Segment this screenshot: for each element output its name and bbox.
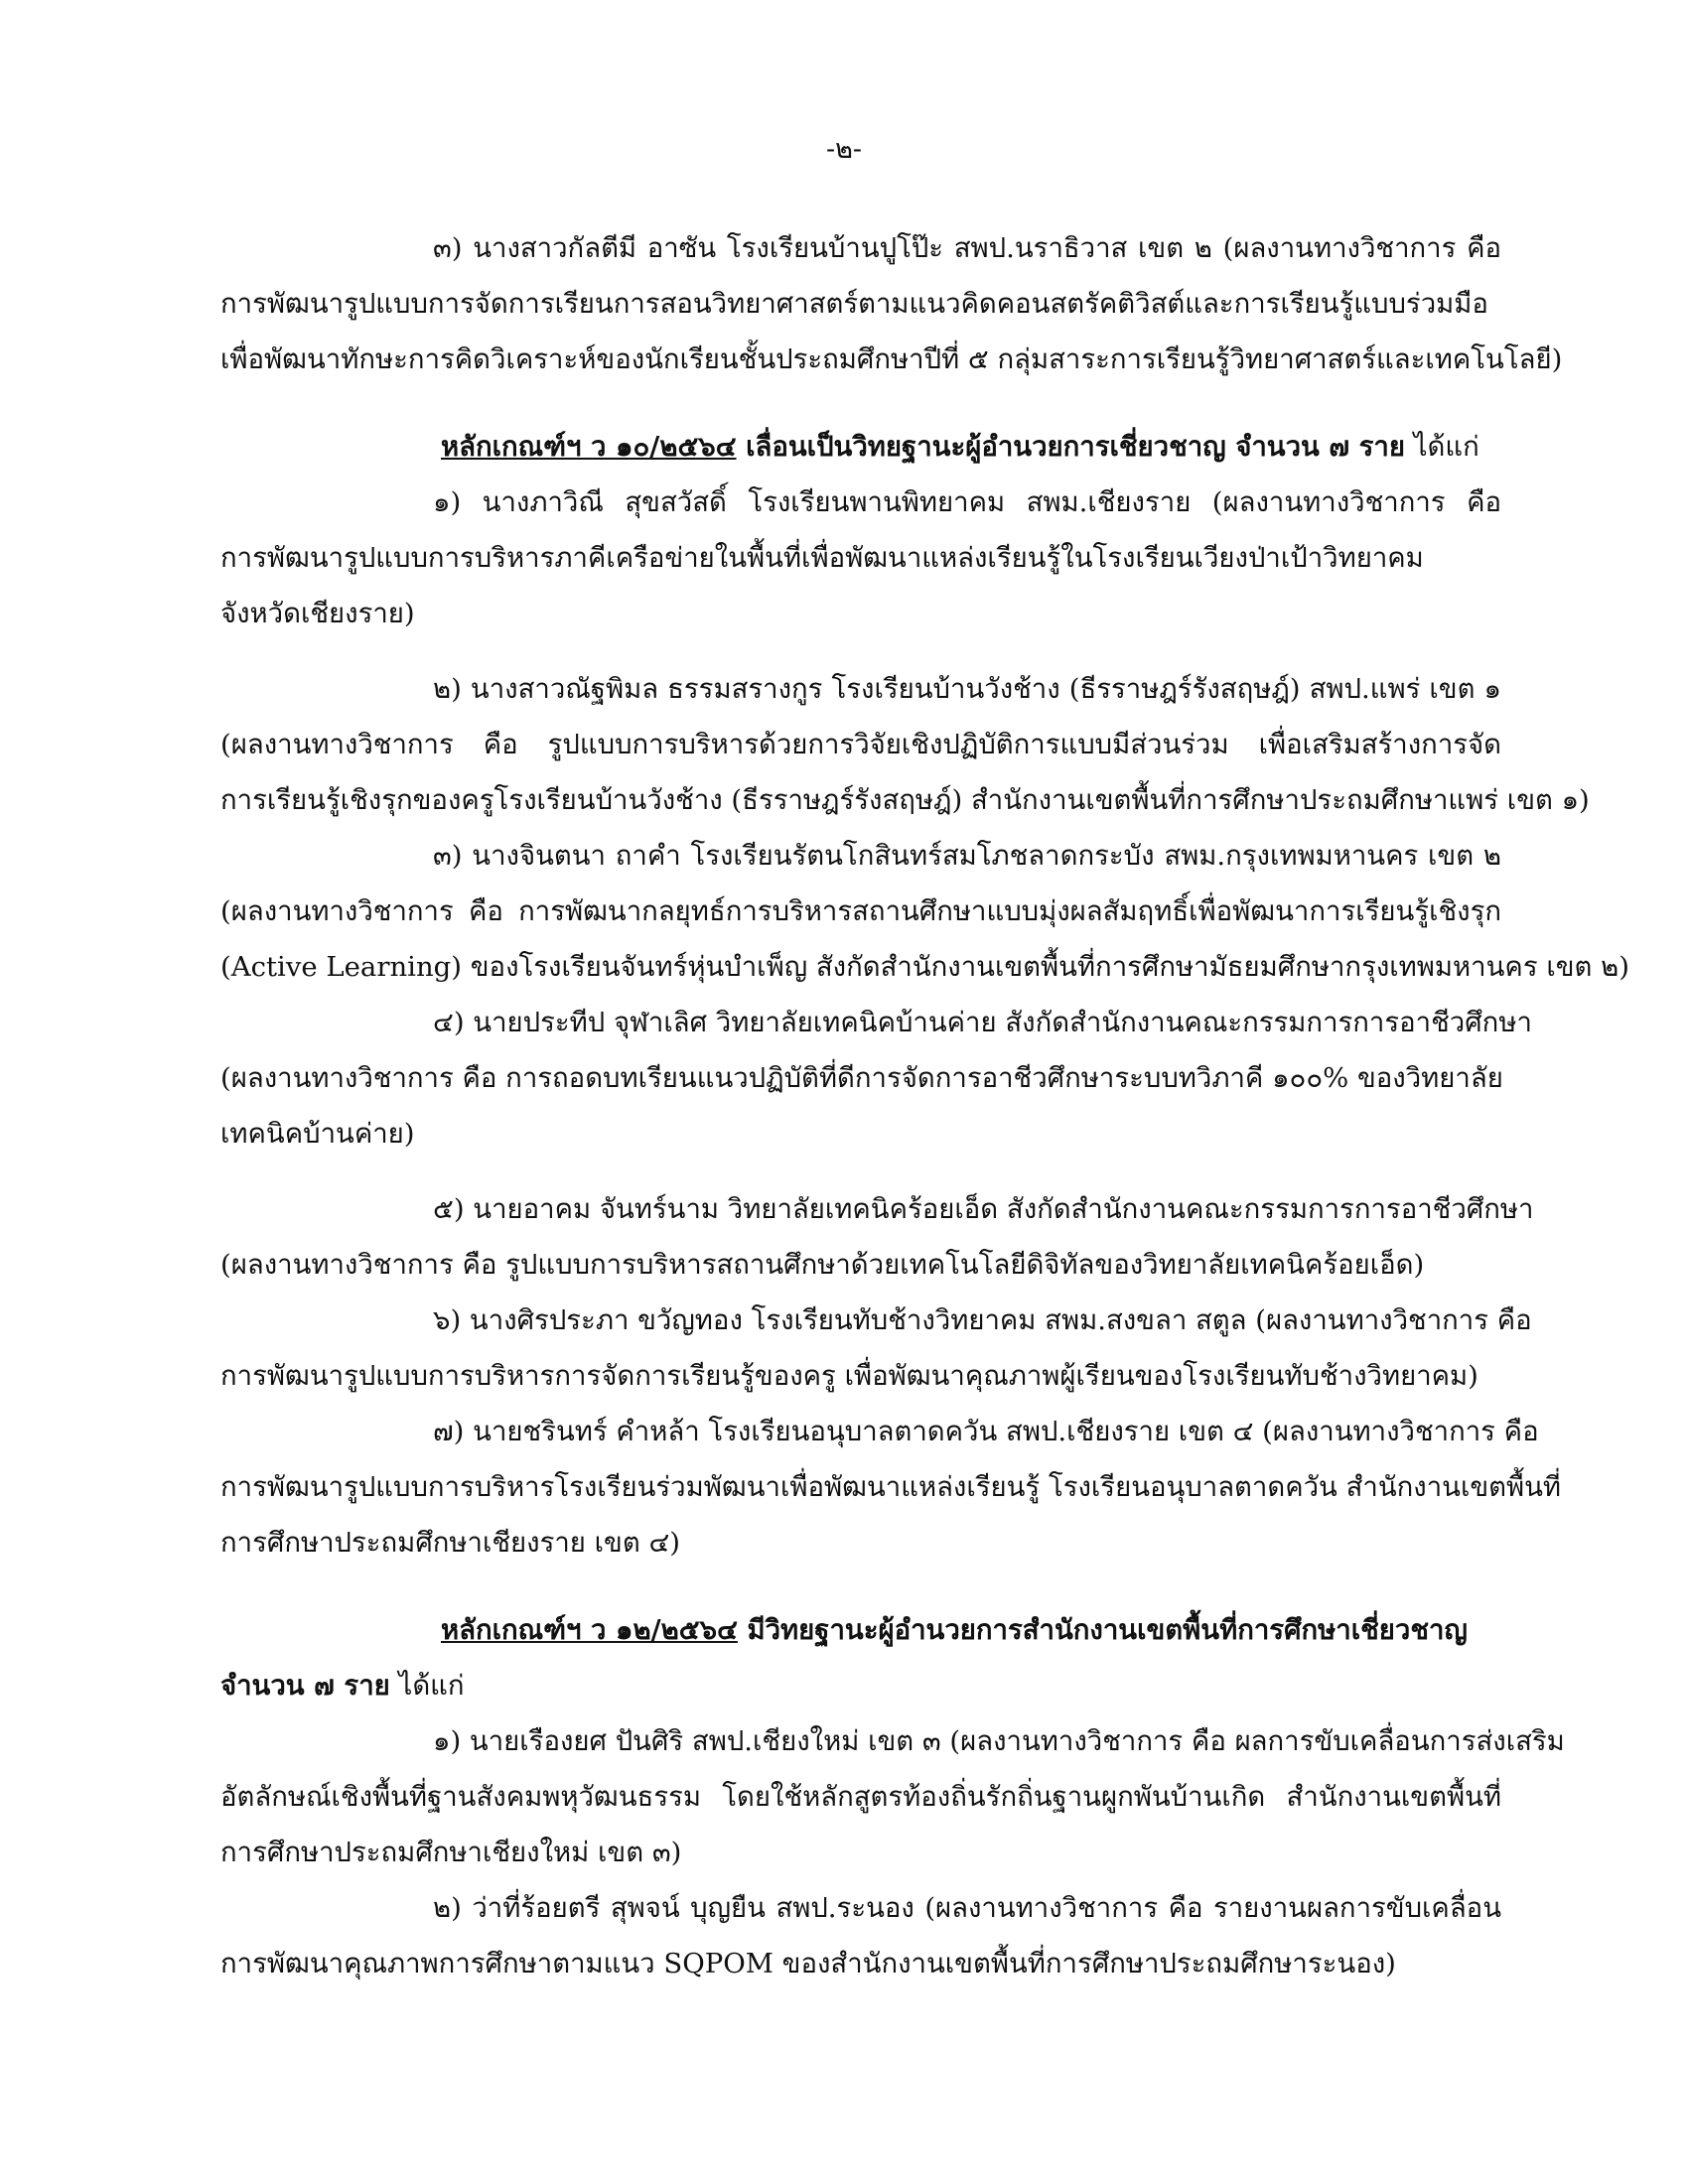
text-line: การเรียนรู้เชิงรุกของครูโรงเรียนบ้านวังช้าง (ธีรราษฎร์รังสฤษฎ์) สำนักงานเขตพื้นที่การศึกษาประถมศึกษาแพร่ เขต ๑) [220, 784, 1590, 816]
section-suffix: ได้แก่ [389, 1670, 465, 1702]
list-item [220, 1404, 1562, 1570]
list-item [220, 828, 1629, 995]
text-line: จังหวัดเชียงราย) [220, 598, 415, 629]
section-count: จำนวน ๗ ราย [220, 1670, 390, 1702]
text-line: ๔) นายประทีป จุฬาเลิศ วิทยาลัยเทคนิคบ้านค่าย สังกัดสำนักงานคณะกรรมการการอาชีวศึกษา [433, 1007, 1532, 1038]
text-line: ๒) ว่าที่ร้อยตรี สุพจน์ บุญยืน สพป.ระนอง (ผลงานทางวิชาการ คือ รายงานผลการขับเคลื่อน [433, 1892, 1501, 1924]
text-line: ๒) นางสาวณัฐพิมล ธรรมสรางกูร โรงเรียนบ้านวังช้าง (ธีรราษฎร์รังสฤษฎ์) สพป.แพร่ เขต ๑ [433, 673, 1501, 705]
text-line: การพัฒนาคุณภาพการศึกษาตามแนว SQPOM ของสำนักงานเขตพื้นที่การศึกษาประถมศึกษาระนอง) [220, 1948, 1396, 1979]
text-line: การศึกษาประถมศึกษาเชียงราย เขต ๔) [220, 1527, 681, 1559]
section-heading [220, 419, 1501, 475]
text-line: อัตลักษณ์เชิงพื้นที่ฐานสังคมพหุวัฒนธรรม โดยใช้หลักสูตรท้องถิ่นรักถิ่นฐานผูกพันบ้านเกิด สำนักงานเขตพื้นที่ [220, 1781, 1501, 1813]
text-line: การพัฒนารูปแบบการจัดการเรียนการสอนวิทยาศาสตร์ตามแนวคิดคอนสตรัคติวิสต์และการเรียนรู้แบบร่วมมือ [220, 288, 1488, 320]
text-line: ๖) นางศิรประภา ขวัญทอง โรงเรียนทับช้างวิทยาคม สพม.สงขลา สตูล (ผลงานทางวิชาการ คือ [433, 1304, 1532, 1336]
text-line: การพัฒนารูปแบบการบริหารโรงเรียนร่วมพัฒนาเพื่อพัฒนาแหล่งเรียนรู้ โรงเรียนอนุบาลตาดควัน สำนักงานเขตพื้นที่ [220, 1471, 1562, 1503]
text-line: การพัฒนารูปแบบการบริหารการจัดการเรียนรู้ของครู เพื่อพัฒนาคุณภาพผู้เรียนของโรงเรียนทับช้างวิทยาคม) [220, 1360, 1478, 1392]
text-line: ๑) นางภาวิณี สุขสวัสดิ์ โรงเรียนพานพิทยาคม สพม.เชียงราย (ผลงานทางวิชาการ คือ [433, 486, 1501, 518]
criteria-reference: หลักเกณฑ์ฯ ว ๑๐/๒๕๖๔ [441, 431, 737, 463]
list-item [220, 1713, 1565, 1880]
text-line: เทคนิคบ้านค่าย) [220, 1118, 415, 1150]
list-item [220, 475, 1501, 641]
text-line: การพัฒนารูปแบบการบริหารภาคีเครือข่ายในพื้นที่เพื่อพัฒนาแหล่งเรียนรู้ในโรงเรียนเวียงป่าเป้าวิทยาคม [220, 542, 1424, 574]
section-suffix: ได้แก่ [1404, 431, 1479, 463]
section-heading-continued [220, 1658, 1501, 1713]
section-heading [220, 1602, 1501, 1658]
text-line: (ผลงานทางวิชาการ คือ รูปแบบการบริหารสถานศึกษาด้วยเทคโนโลยีดิจิทัลของวิทยาลัยเทคนิคร้อยเอ็ด) [220, 1249, 1425, 1281]
list-item [220, 1181, 1534, 1293]
list-item [220, 1293, 1532, 1404]
text-line: เพื่อพัฒนาทักษะการคิดวิเคราะห์ของนักเรียนชั้นประถมศึกษาปีที่ ๕ กลุ่มสาระการเรียนรู้วิทยาศาสตร์และเทคโนโลยี) [220, 343, 1563, 375]
document-body [220, 220, 1629, 1991]
section-title: มีวิทยฐานะผู้อำนวยการสำนักงานเขตพื้นที่การศึกษาเชี่ยวชาญ [737, 1614, 1468, 1646]
text-line: (ผลงานทางวิชาการ คือ การพัฒนากลยุทธ์การบริหารสถานศึกษาแบบมุ่งผลสัมฤทธิ์เพื่อพัฒนาการเรียนรู้เชิงรุก [220, 895, 1501, 927]
text-line: ๓) นางสาวกัลตีมี อาซัน โรงเรียนบ้านปูโป๊ะ สพป.นราธิวาส เขต ๒ (ผลงานทางวิชาการ คือ [433, 232, 1501, 264]
text-line: ๑) นายเรืองยศ ปันศิริ สพป.เชียงใหม่ เขต ๓ (ผลงานทางวิชาการ คือ ผลการขับเคลื่อนการส่งเสริม [433, 1725, 1565, 1757]
text-line: ๕) นายอาคม จันทร์นาม วิทยาลัยเทคนิคร้อยเอ็ด สังกัดสำนักงานคณะกรรมการการอาชีวศึกษา [433, 1193, 1534, 1225]
text-line: ๗) นายชรินทร์ คำหล้า โรงเรียนอนุบาลตาดควัน สพป.เชียงราย เขต ๔ (ผลงานทางวิชาการ คือ [433, 1416, 1539, 1447]
section-title: เลื่อนเป็นวิทยฐานะผู้อำนวยการเชี่ยวชาญ จำนวน ๗ ราย [736, 431, 1405, 463]
list-item [220, 661, 1590, 828]
page-number: -๒- [825, 134, 863, 165]
paragraph-item [220, 220, 1563, 387]
criteria-reference: หลักเกณฑ์ฯ ว ๑๒/๒๕๖๔ [441, 1614, 738, 1646]
text-line: (Active Learning) ของโรงเรียนจันทร์หุ่นบำเพ็ญ สังกัดสำนักงานเขตพื้นที่การศึกษามัธยมศึกษากรุงเทพมหานคร เขต ๒) [220, 951, 1629, 983]
list-item [220, 1880, 1501, 1991]
text-line: (ผลงานทางวิชาการ คือ รูปแบบการบริหารด้วยการวิจัยเชิงปฏิบัติการแบบมีส่วนร่วม เพื่อเสริมสร้างการจัด [220, 729, 1501, 760]
list-item [220, 995, 1532, 1161]
text-line: (ผลงานทางวิชาการ คือ การถอดบทเรียนแนวปฏิบัติที่ดีการจัดการอาชีวศึกษาระบบทวิภาคี ๑๐๐% ของวิทยาลัย [220, 1062, 1503, 1094]
text-line: การศึกษาประถมศึกษาเชียงใหม่ เขต ๓) [220, 1837, 682, 1868]
text-line: ๓) นางจินตนา ถาคำ โรงเรียนรัตนโกสินทร์สมโภชลาดกระบัง สพม.กรุงเทพมหานคร เขต ๒ [433, 840, 1501, 872]
